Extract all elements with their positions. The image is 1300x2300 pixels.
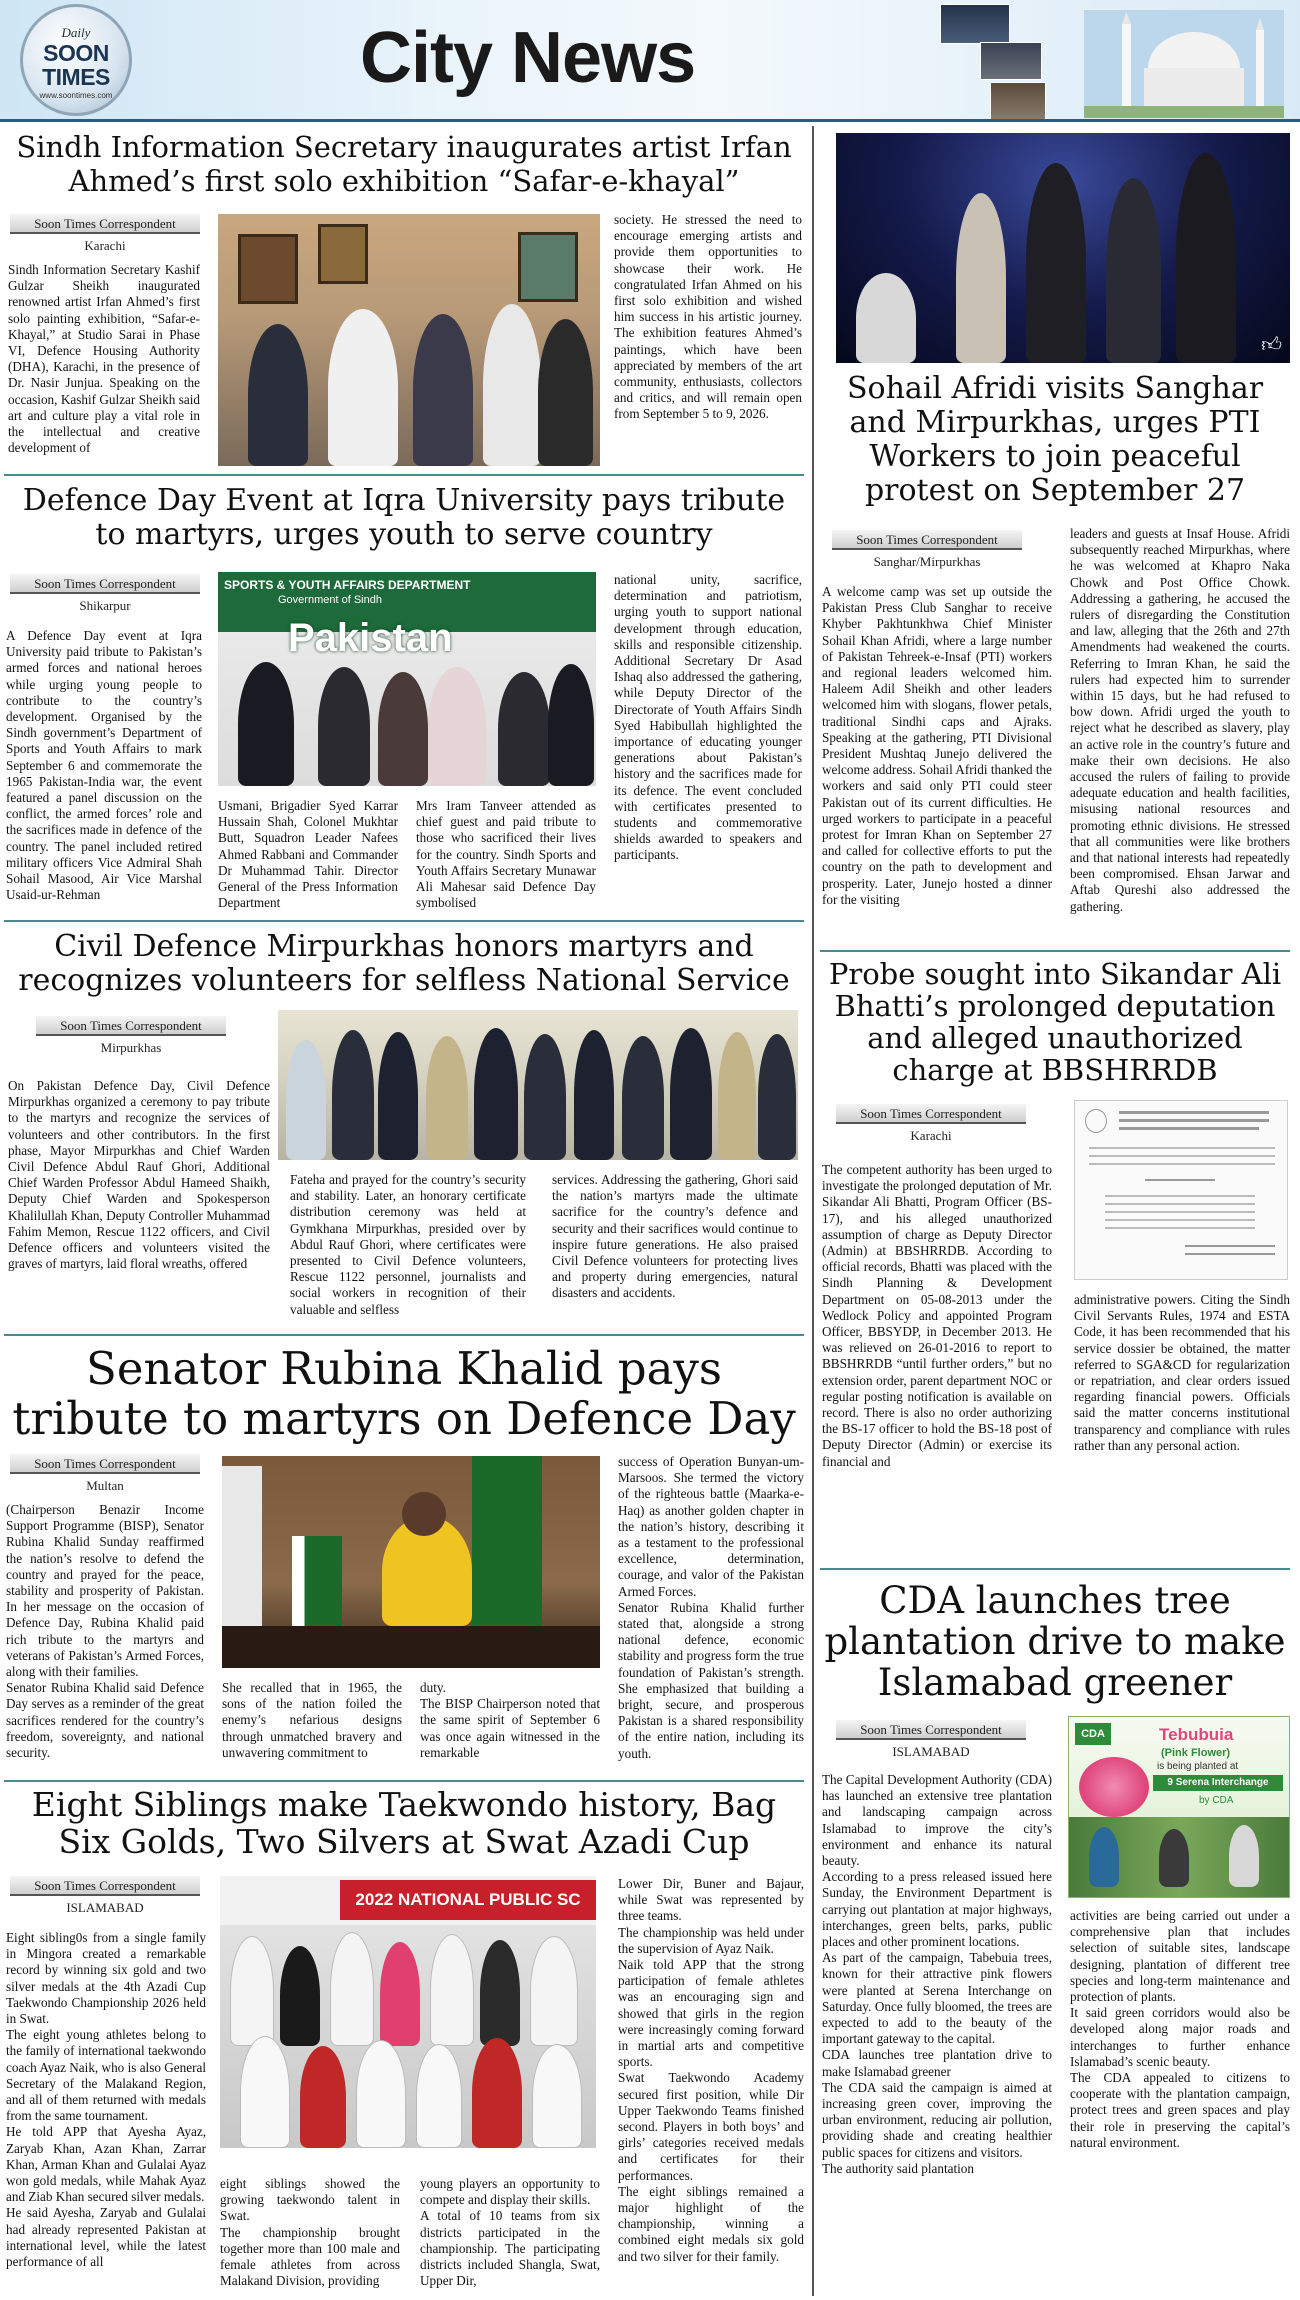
headline-rubina: Senator Rubina Khalid pays tribute to martyrs on Defence Day xyxy=(12,1342,796,1445)
photo-afridi-rally xyxy=(836,133,1290,363)
article-taekwondo-col1: Eight sibling0s from a single family in Mingora created a remarkable record by winning six gold and two silver medals at the 4th Azadi Cup Taekwondo Championship 2026 held in Swat. The eight young athletes belong to the family of international taekwondo coach Ayaz Naik, who is also General Secretary of the Malakand Region, and all of them returned with medals from the same tournament. He told APP that Ayesha Ayaz, Zaryab Khan, Azan Khan, Zarrar Khan, Arman Khan and Gulalai Ayaz won gold medals, while Mahak Ayaz and Ziab Khan secured silver medals. He said Ayesha, Zaryab and Gulalai had already represented Pakistan at international level, while the latest performance of all xyxy=(6,1930,206,2270)
rule xyxy=(4,1780,804,1782)
article-bhatti-col2: administrative powers. Citing the Sindh Civil Servants Rules, 1974 and ESTA Code, it has been recommended that his service dossier be obtained, the matter referred to SGA&CD for regularization or repatriation, and clear orders issued regarding financial powers. Officials said the matter concerns institutional transparency and compliance with rules rather than any personal action. xyxy=(1074,1292,1290,1453)
mosque-illustration xyxy=(1084,10,1284,118)
dateline-bhatti: Karachi xyxy=(910,1128,952,1143)
photo-irfan-exhibition xyxy=(218,214,600,466)
photo-subtitle-4: by CDA xyxy=(1199,1795,1234,1806)
logo-tagline: www.soontimes.com xyxy=(39,91,113,100)
cda-logo: CDA xyxy=(1075,1723,1111,1745)
photo-civil-defence-ceremony xyxy=(278,1010,798,1160)
column-divider xyxy=(812,126,814,2296)
photo-bhatti-document xyxy=(1074,1100,1288,1280)
byline-taekwondo: Soon Times Correspondent xyxy=(10,1876,200,1896)
photo-subtitle-2: is being planted at xyxy=(1157,1761,1239,1772)
article-iqra-col4: national unity, sacrifice, determination and patriotism, urging youth to support national development through education, skills and responsible citizenship. Additional Secretary Dr Asad Ishaq also addressed the gathering, while Deputy Director of the Directorate of Youth Affairs Sindh Syed Habibullah highlighted the importance of educating younger generations about Pakistan’s history and the sacrifices made for its defence. The event concluded with certificates presented to students and commemorative shields awarded to speakers and participants. xyxy=(614,572,802,863)
article-civil-defence-col2: Fateha and prayed for the country’s security and stability. Later, an honorary certificate distribution ceremony was held at Gymkhana Mirpurkhas, presided over by Abdul Rauf Ghori, where certificates were presented to Civil Defence volunteers, Rescue 1122 personnel, journalists and social workers in recognition of their valuable and selfless xyxy=(290,1172,526,1317)
logo-name: SOON TIMES xyxy=(42,40,110,90)
photo-pakistan-text: Pakistan xyxy=(288,616,453,660)
article-iqra-col3: Mrs Iram Tanveer attended as chief guest and paid tribute to those who sacrificed their lives for the country. Sindh Sports and Youth Affairs Secretary Munawar Ali Mahesar said Defence Day symbolised xyxy=(416,798,596,911)
photo-iqra-event xyxy=(218,572,596,786)
byline-civil-defence: Soon Times Correspondent xyxy=(36,1016,226,1036)
thumbs-up-icon: 👍︎ xyxy=(1261,332,1282,356)
masthead-photo-3 xyxy=(990,82,1046,120)
byline-afridi: Soon Times Correspondent xyxy=(832,530,1022,550)
dateline-civil-defence: Mirpurkhas xyxy=(100,1040,162,1055)
article-irfan-col2: society. He stressed the need to encourage emerging artists and provide them opportunities to showcase their work. He congratulated Irfan Ahmed on his first solo exhibition and wished him success in his artistic journey. The exhibition features Ahmed’s paintings, which have been appreciated by members of the art community, enthusiasts, collectors and critics, and will remain open from September 5 to 9, 2026. xyxy=(614,212,802,422)
article-rubina-col1: (Chairperson Benazir Income Support Programme (BISP), Senator Rubina Khalid Sunday reaffirmed the nation’s resolve to defend the country and prayed for the peace, stability and prosperity of Pakistan. In her message on the occasion of Defence Day, Rubina Khalid paid rich tribute to the martyrs and veterans of Pakistan’s Armed Forces, along with their families. Senator Rubina Khalid said Defence Day serves as a reminder of the great sacrifices rendered for the country’s freedom, sovereignty, and national security. xyxy=(6,1502,204,1761)
soon-times-logo[interactable] xyxy=(20,4,132,116)
article-afridi-col2: leaders and guests at Insaf House. Afridi subsequently reached Mirpurkhas, where he was welcomed at Khapro Naka Chowk and Post Office Chowk. Addressing a gathering, he accused the rulers of disregarding the Constitution and law, alleging that the 26th and 27th Amendments had weakened the courts. Referring to Imran Khan, he said the rulers had expected him to surrender within 15 days, but he had refused to bow down. Afridi urged the youth to reject what he described as slavery, play an active role in the country’s future and make their own decisions. He also accused the rulers of failing to provide adequate education and health facilities, misusing national resources and promoting ethnic divisions. He stressed that all communities were like brothers and that national interests had repeatedly been compromised. Ehsan Jarwar and Aftab Qureshi also addressed the gathering. xyxy=(1070,526,1290,914)
rule xyxy=(4,1334,804,1336)
article-cda-col1: The Capital Development Authority (CDA) has launched an extensive tree plantation and landscaping campaign across Islamabad to improve the city’s environment and enhance its natural beauty. According to a press released issued here Sunday, the Environment Department is carrying out plantation at major highways, interchanges, green belts, parks, public places and other prominent locations. As part of the campaign, Tabebuia trees, known for their attractive pink flowers were planted at Serena Interchange on Saturday. Once fully bloomed, the trees are expected to add to the beauty of the important gateway to the capital. CDA launches tree plantation drive to make Islamabad greener The CDA said the campaign is aimed at increasing green cover, improving the urban environment, reducing air pollution, providing shade and creating healthier public spaces for citizens and visitors. The authority said plantation xyxy=(822,1772,1052,2176)
byline-cda: Soon Times Correspondent xyxy=(836,1720,1026,1740)
byline-rubina: Soon Times Correspondent xyxy=(10,1454,200,1474)
photo-banner-text: 2022 NATIONAL PUBLIC SC xyxy=(340,1880,596,1920)
photo-title: Tebubuia xyxy=(1159,1725,1234,1744)
rule xyxy=(4,920,804,922)
headline-cda: CDA launches tree plantation drive to make Islamabad greener xyxy=(824,1579,1286,1704)
article-civil-defence-col3: services. Addressing the gathering, Ghori said the nation’s martyrs made the ultimate sacrifice for the country’s defence and security and their sacrifices would continue to inspire future generations. He also praised Civil Defence volunteers for protecting lives and property during emergencies, natural disasters and accidents. xyxy=(552,1172,798,1301)
article-iqra-col1: A Defence Day event at Iqra University paid tribute to Pakistan’s armed forces and national heroes while urging young people to contribute to the country’s development. Organised by the Sindh government’s Department of Sports and Youth Affairs to mark September 6 and commemorate the 1965 Pakistan-India war, the event featured a panel discussion on the conflict, the armed forces’ role and the sacrifices made in defence of the country. The panel included retired military officers Vice Admiral Shah Sohail Masood, Air Vice Marshal Usaid-ur-Rehman xyxy=(6,628,202,903)
photo-rubina-khalid xyxy=(222,1456,600,1668)
headline-irfan: Sindh Information Secretary inaugurates artist Irfan Ahmed’s first solo exhibition “Safar-e-khayal” xyxy=(16,130,792,198)
article-civil-defence-col1: On Pakistan Defence Day, Civil Defence Mirpurkhas organized a ceremony to pay tribute to the martyrs and recognize the services of volunteers and other contributors. In the first phase, Mayor Mirpurkhas and Chief Warden Civil Defence Abdul Rauf Ghori, Additional Chief Warden Professor Abdul Hameed Shaikh, Deputy Chief Warden and Spokesperson Khalilullah Khan, Deputy Controller Muhammad Fahim Memon, Rescue 1122 officers, and Civil Defence officers and volunteers visited the graves of martyrs, laid floral wreaths, offered xyxy=(8,1078,270,1272)
masthead-photo-1 xyxy=(940,4,1010,44)
article-rubina-col3: duty. The BISP Chairperson noted that the same spirit of September 6 was once again witnessed in the remarkable xyxy=(420,1680,600,1760)
article-taekwondo-col2: eight siblings showed the growing taekwondo talent in Swat. The championship brought together more than 100 male and female athletes from across Malakand Division, providing xyxy=(220,2176,400,2289)
photo-subtitle: (Pink Flower) xyxy=(1161,1747,1231,1759)
page-title: City News xyxy=(360,18,696,98)
dateline-cda: ISLAMABAD xyxy=(892,1744,970,1759)
article-taekwondo-col3: young players an opportunity to compete and display their skills. A total of 10 teams from six districts participated in the championship. The participating districts included Shangla, Swat, Upper Dir, xyxy=(420,2176,600,2289)
masthead xyxy=(0,0,1300,122)
article-cda-col2: activities are being carried out under a comprehensive plan that includes selection of suitable sites, landscape designing, plantation of different tree species and long-term maintenance and protection of plants. It said green corridors would also be developed along major roads and interchanges to further enhance Islamabad’s scenic beauty. The CDA appealed to citizens to cooperate with the plantation campaign, protect trees and green spaces and play their role in preserving the capital’s natural environment. xyxy=(1070,1908,1290,2150)
photo-location: 9 Serena Interchange xyxy=(1153,1775,1283,1791)
headline-bhatti: Probe sought into Sikandar Ali Bhatti’s prolonged deputation and alleged unauthorized charge at BBSHRRDB xyxy=(828,957,1282,1087)
logo-daily: Daily xyxy=(61,25,91,40)
photo-taekwondo-siblings xyxy=(220,1876,596,2148)
photo-banner-text: SPORTS & YOUTH AFFAIRS DEPARTMENT xyxy=(224,578,471,592)
photo-banner-subtext: Government of Sindh xyxy=(278,594,382,606)
rule xyxy=(820,1568,1290,1570)
article-rubina-col4: success of Operation Bunyan-um-Marsoos. She termed the victory of the righteous battle (Maarka-e-Haq) as another golden chapter in the nation’s history, describing it as a testament to the professional excellence, determination, courage, and valor of the Pakistan Armed Forces. Senator Rubina Khalid further stated that, alongside a strong national defence, economic stability and progress form the true foundation of Pakistan’s strength. She emphasized that building a bright, secure, and prosperous Pakistan is a shared responsibility of the entire nation, including its youth. xyxy=(618,1454,804,1761)
dateline-afridi: Sanghar/Mirpurkhas xyxy=(873,554,981,569)
article-irfan-col1: Sindh Information Secretary Kashif Gulzar Sheikh inaugurated renowned artist Irfan Ahmed’s first solo painting exhibition, “Safar-e-Khayal,” at Studio Sarai in Phase VI, Defence Housing Authority (DHA), Karachi, in the presence of Dr. Nasir Junjua. Speaking on the occasion, Kashif Gulzar Sheikh said art and culture play a vital role in the intellectual and creative development of xyxy=(8,262,200,456)
byline-irfan: Soon Times Correspondent xyxy=(10,214,200,234)
article-bhatti-col1: The competent authority has been urged to investigate the prolonged deputation of Mr. Sikandar Ali Bhatti, Program Officer (BS-17), and his alleged unauthorized assumption of charge as Deputy Director (Admin) at BBSHRRDB. According to official records, Bhatti was placed with the Sindh Planning & Development Department on 05-08-2013 under the Wedlock Policy and appointed Program Officer, BBSYDP, in December 2013. He was relieved on 26-01-2016 to report to BBSHRRDB “until further orders,” but no extension order, parent department NOC or regular posting notification is available on record. There is also no order authorizing the BS-17 officer to hold the BS-18 post of Deputy Director (Admin) or exercise its financial and xyxy=(822,1162,1052,1469)
dateline-rubina: Multan xyxy=(86,1478,124,1493)
dateline-taekwondo: ISLAMABAD xyxy=(66,1900,144,1915)
dateline-iqra: Shikarpur xyxy=(79,598,131,613)
article-iqra-col2: Usmani, Brigadier Syed Karrar Hussain Shah, Colonel Mukhtar Butt, Squadron Leader Nafees Ahmed Rabbani and Commander Dr Muhammad Tahir. Director General of the Press Information Department xyxy=(218,798,398,911)
article-taekwondo-col4: Lower Dir, Buner and Bajaur, while Swat was represented by three teams. The championship was held under the supervision of Ayaz Naik. Naik told APP that the strong participation of female athletes was an encouraging sign and showed that girls in the region were increasingly coming forward in martial arts and competitive sports. Swat Taekwondo Academy secured first position, while Dir Upper Taekwondo Teams finished second. Players in both boys’ and girls’ categories received medals and certificates for their performances. The eight siblings remained a major highlight of the championship, winning a combined eight medals six gold and two silver for their family. xyxy=(618,1876,804,2264)
rule xyxy=(820,950,1290,952)
masthead-photo-2 xyxy=(980,42,1042,80)
byline-iqra: Soon Times Correspondent xyxy=(10,574,200,594)
article-afridi-col1: A welcome camp was set up outside the Pakistan Press Club Sanghar to receive Khyber Pakhtunkhwa Chief Minister Sohail Khan Afridi, where a large number of Pakistan Tehreek-e-Insaf (PTI) workers and regional leaders welcomed him. Haleem Adil Sheikh and other leaders welcomed him with slogans, flower petals, traditional Sindhi caps and Ajraks. Speaking at the gathering, PTI Divisional President Mushtaq Junejo delivered the welcome address. Sohail Afridi thanked the workers and said only PTI could steer Pakistan out of its current difficulties. He urged workers to participate in a peaceful protest for Imran Khan on September 27 and called for collective efforts to put the country on the path to development and prosperity. Later, Junejo hosted a dinner for the visiting xyxy=(822,584,1052,907)
byline-bhatti: Soon Times Correspondent xyxy=(836,1104,1026,1124)
headline-taekwondo: Eight Siblings make Taekwondo history, Bag Six Golds, Two Silvers at Swat Azadi Cup xyxy=(31,1785,777,1861)
dateline-irfan: Karachi xyxy=(84,238,126,253)
headline-civil-defence: Civil Defence Mirpurkhas honors martyrs and recognizes volunteers for selfless National Service xyxy=(18,929,790,998)
headline-iqra: Defence Day Event at Iqra University pays tribute to martyrs, urges youth to serve country xyxy=(22,483,786,552)
rule xyxy=(4,474,804,476)
article-rubina-col2: She recalled that in 1965, the sons of the nation foiled the enemy’s nefarious designs through unmatched bravery and unwavering commitment to xyxy=(222,1680,402,1760)
photo-cda-tebubuia xyxy=(1068,1716,1290,1898)
headline-afridi: Sohail Afridi visits Sanghar and Mirpurkhas, urges PTI Workers to join peaceful protest on September 27 xyxy=(846,371,1264,508)
